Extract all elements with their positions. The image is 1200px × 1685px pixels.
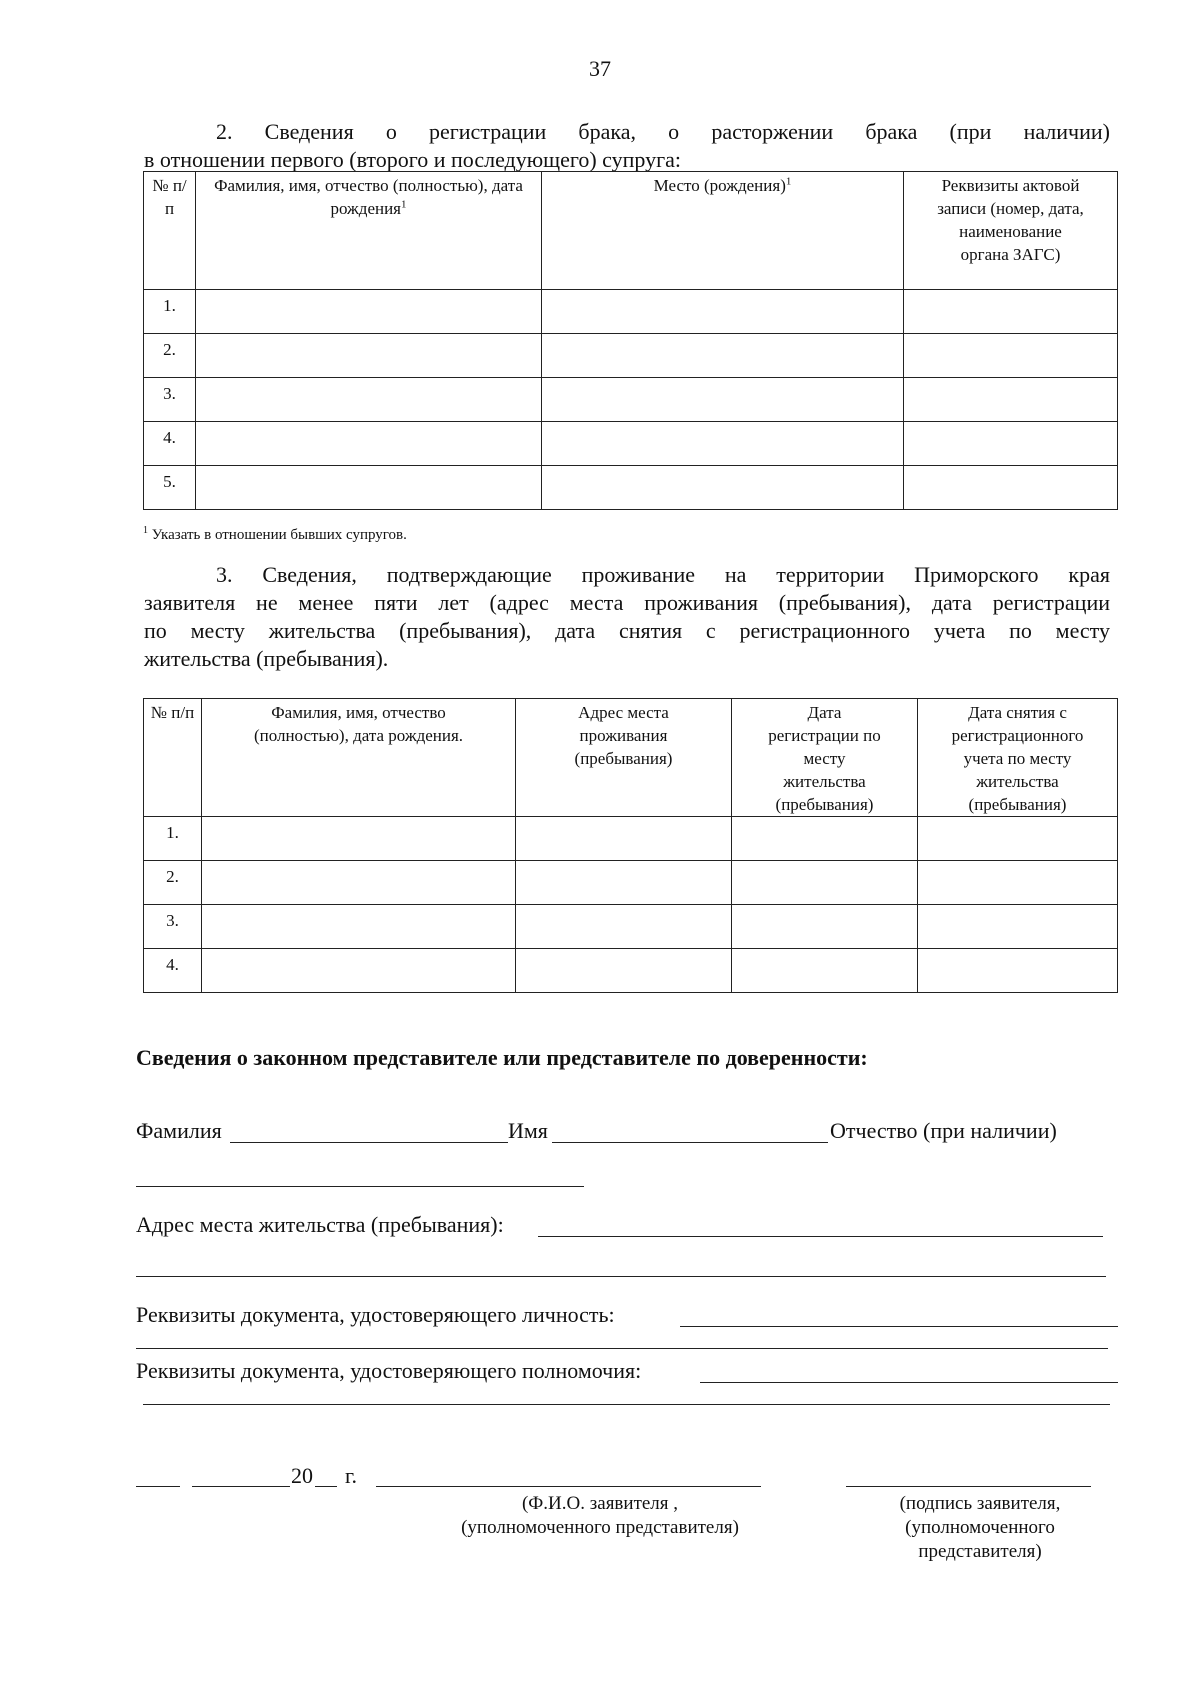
residence-col-address: Адрес места проживания (пребывания) [516, 699, 732, 817]
table-cell [542, 290, 904, 334]
table-cell [918, 905, 1118, 949]
fio-caption-line1: (Ф.И.О. заявителя , [521, 1493, 679, 1514]
table-cell [516, 861, 732, 905]
table-cell [202, 905, 516, 949]
table-row [144, 466, 1118, 510]
marriage-table [143, 171, 1118, 510]
section2-intro-line1: 2. Сведения о регистрации брака, о расторжении брака (при наличии) [216, 119, 1110, 144]
signature-caption-line2: (уполномоченного [905, 1517, 1055, 1538]
residence-col-dereg-date: Дата снятия с регистрационного учета по месту жительства (пребывания) [918, 699, 1118, 817]
footnote-mark: 1 [143, 525, 148, 536]
page-number: 37 [589, 56, 611, 81]
row-number: 3. [144, 905, 202, 949]
address-label: Адрес места жительства (пребывания): [136, 1212, 504, 1237]
table-cell [196, 334, 542, 378]
name-field[interactable] [552, 1142, 828, 1143]
table-cell [202, 817, 516, 861]
residence-col-fio: Фамилия, имя, отчество (полностью), дата рождения. [202, 699, 516, 817]
table-row [144, 861, 1118, 905]
footnote [143, 527, 407, 544]
authority-document-field[interactable] [700, 1382, 1118, 1383]
date-year-field[interactable] [315, 1486, 337, 1487]
marriage-col-act-record: Реквизиты актовой записи (номер, дата, наименование органа ЗАГС) [904, 172, 1118, 290]
id-document-field-continuation[interactable] [136, 1348, 1108, 1349]
table-cell [542, 466, 904, 510]
table-cell [732, 861, 918, 905]
table-cell [196, 422, 542, 466]
marriage-table-header [144, 172, 1118, 290]
section2-intro-line2: в отношении первого (второго и последующего) супруга: [144, 147, 682, 172]
marriage-col-place-text: Место (рождения) [653, 176, 786, 195]
table-cell [918, 861, 1118, 905]
table-cell [516, 905, 732, 949]
table-cell [904, 422, 1118, 466]
table-cell [516, 949, 732, 993]
table-cell [196, 466, 542, 510]
table-row [144, 422, 1118, 466]
signature-field[interactable] [846, 1486, 1091, 1487]
table-row [144, 290, 1118, 334]
residence-col-number: № п/п [144, 699, 202, 817]
surname-label: Фамилия [136, 1118, 222, 1143]
address-field-continuation[interactable] [136, 1276, 1106, 1277]
table-cell [732, 949, 918, 993]
table-row [144, 905, 1118, 949]
row-number: 4. [144, 949, 202, 993]
patronymic-label: Отчество (при наличии) [830, 1118, 1057, 1143]
table-row [144, 817, 1118, 861]
residence-table [143, 698, 1118, 993]
signature-caption-line1: (подпись заявителя, [899, 1493, 1061, 1514]
marriage-col-place-footnote-mark: 1 [785, 175, 792, 188]
authority-document-field-continuation[interactable] [143, 1404, 1110, 1405]
table-cell [732, 817, 918, 861]
marriage-col-fio-footnote-mark: 1 [401, 198, 407, 211]
marriage-col-fio [196, 172, 542, 290]
table-cell [904, 466, 1118, 510]
signature-caption-line3: представителя) [918, 1541, 1042, 1562]
date-year-suffix: г. [345, 1463, 358, 1488]
residence-col-reg-date: Дата регистрации по месту жительства (пребывания) [732, 699, 918, 817]
row-number: 1. [144, 290, 196, 334]
table-row [144, 378, 1118, 422]
table-cell [542, 334, 904, 378]
surname-field[interactable] [230, 1142, 508, 1143]
section3-intro-line3: по месту жительства (пребывания), дата снятия с регистрационного учета по месту [144, 618, 1110, 643]
row-number: 1. [144, 817, 202, 861]
section3-intro-line1: 3. Сведения, подтверждающие проживание на территории Приморского края [216, 562, 1110, 587]
table-cell [196, 378, 542, 422]
authority-document-label: Реквизиты документа, удостоверяющего полномочия: [136, 1358, 642, 1383]
table-cell [542, 378, 904, 422]
table-cell [918, 817, 1118, 861]
row-number: 5. [144, 466, 196, 510]
representative-heading: Сведения о законном представителе или представителе по доверенности: [136, 1045, 868, 1070]
table-row [144, 334, 1118, 378]
name-label: Имя [508, 1118, 548, 1143]
section3-intro-line2: заявителя не менее пяти лет (адрес места проживания (пребывания), дата регистрации [144, 590, 1110, 615]
id-document-label: Реквизиты документа, удостоверяющего личность: [136, 1302, 615, 1327]
address-field[interactable] [538, 1236, 1103, 1237]
section3-intro-line4: жительства (пребывания). [144, 646, 389, 671]
date-month-field[interactable] [192, 1486, 290, 1487]
table-cell [904, 378, 1118, 422]
table-row [144, 949, 1118, 993]
table-cell [196, 290, 542, 334]
table-cell [904, 334, 1118, 378]
date-year-prefix: 20 [291, 1463, 313, 1488]
table-cell [732, 905, 918, 949]
table-cell [918, 949, 1118, 993]
marriage-col-fio-text: Фамилия, имя, отчество (полностью), дата рождения [214, 176, 523, 218]
table-cell [542, 422, 904, 466]
table-cell [202, 949, 516, 993]
id-document-field[interactable] [680, 1326, 1118, 1327]
marriage-col-place [542, 172, 904, 290]
table-cell [904, 290, 1118, 334]
fio-field[interactable] [376, 1486, 761, 1487]
row-number: 4. [144, 422, 196, 466]
patronymic-field[interactable] [136, 1186, 584, 1187]
marriage-col-number: № п/п [144, 172, 196, 290]
fio-caption-line2: (уполномоченного представителя) [461, 1517, 739, 1538]
table-cell [202, 861, 516, 905]
footnote-text: Указать в отношении бывших супругов. [151, 527, 407, 543]
date-day-field[interactable] [136, 1486, 180, 1487]
residence-table-header [144, 699, 1118, 817]
row-number: 2. [144, 334, 196, 378]
table-cell [516, 817, 732, 861]
row-number: 3. [144, 378, 196, 422]
row-number: 2. [144, 861, 202, 905]
